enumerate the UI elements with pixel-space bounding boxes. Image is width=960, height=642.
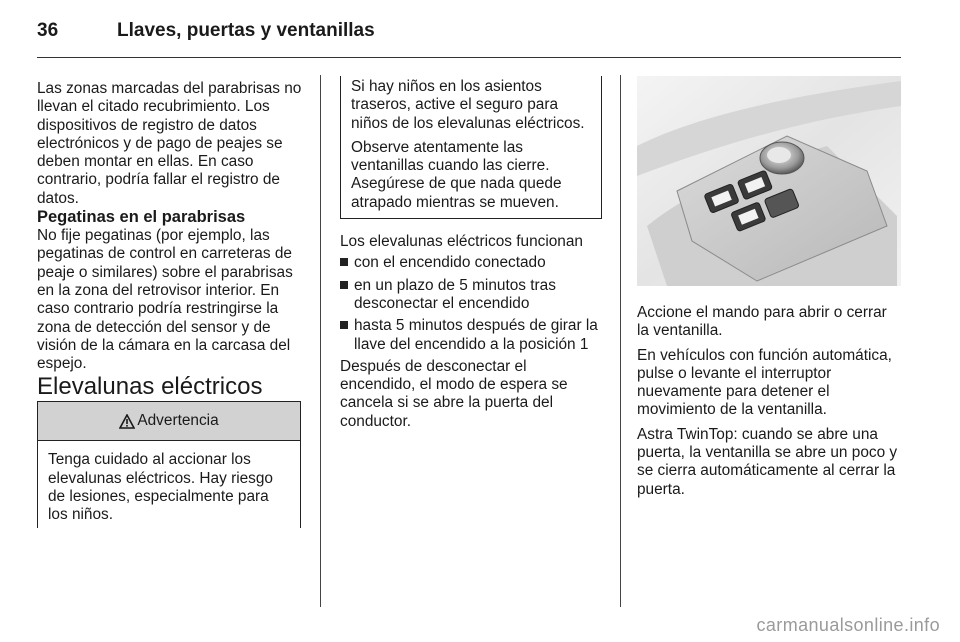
warning-triangle-icon [119,414,135,429]
bullet-square-icon [340,281,348,289]
page-title: Llaves, puertas y ventanillas [117,20,375,41]
after-paragraph: Después de desconectar el encendido, el modo de espera se cancela si se abre la puerta del conductor. [340,357,568,430]
warning-title: Advertencia [137,412,219,430]
intro-paragraph: Las zonas marcadas del parabrisas no llevan el citado recubrimiento. Los dispositivos de registro de datos electrónicos y de pago de peajes se deben montar en ellas. En caso contrario, podría fallar el registro de datos. [37,80,302,207]
col3-paragraph-3: Astra TwinTop: cuando se abre una puerta, la ventanilla se abre un poco y se cierra automáticamente al cerrar la puerta. [637,425,898,498]
column-2 [340,76,602,431]
warning-header [38,402,300,441]
list-item: en un plazo de 5 minutos tras desconectar el encendido [340,277,602,314]
window-switch-photo [637,76,901,286]
page-number: 36 [37,20,59,41]
watermark: carmanualsonline.info [756,615,940,635]
column-divider-2 [620,75,621,607]
function-list [340,254,602,353]
stickers-heading: Pegatinas en el parabrisas [37,208,246,227]
header-rule [37,57,901,58]
warning-continuation-1: Si hay niños en los asientos traseros, active el seguro para niños de los elevalunas eléctricos. [351,78,585,132]
stickers-paragraph: No fije pegatinas (por ejemplo, las pegatinas de control en carreteras de peaje o similares) sobre el parabrisas en la zona del retrovisor interior. En caso contrario podría restringirse la zona de detección del sensor y de visión de la cámara en la carcasa del espejo. [37,227,293,373]
section-title: Elevalunas eléctricos [37,373,263,401]
function-intro: Los elevalunas eléctricos funcionan [340,233,583,251]
column-1 [37,80,303,528]
warning-continuation-2: Observe atentamente las ventanillas cuando las cierre. Asegúrese de que nada quede atrapado mientras se mueven. [351,138,562,211]
bullet-square-icon [340,321,348,329]
page-header [37,20,900,50]
warning-continuation-box [340,76,602,219]
column-divider-1 [320,75,321,607]
warning-box [37,401,301,528]
list-item: con el encendido conectado [340,254,602,272]
col3-paragraph-2: En vehículos con función automática, pulse o levante el interruptor nuevamente para detener el movimiento de la ventanilla. [637,346,892,419]
warning-text: Tenga cuidado al accionar los elevalunas eléctricos. Hay riesgo de lesiones, especialmente para los niños. [48,451,273,524]
list-item: hasta 5 minutos después de girar la llave del encendido a la posición 1 [340,317,602,354]
col3-paragraph-1: Accione el mando para abrir o cerrar la ventanilla. [637,304,887,340]
bullet-square-icon [340,258,348,266]
